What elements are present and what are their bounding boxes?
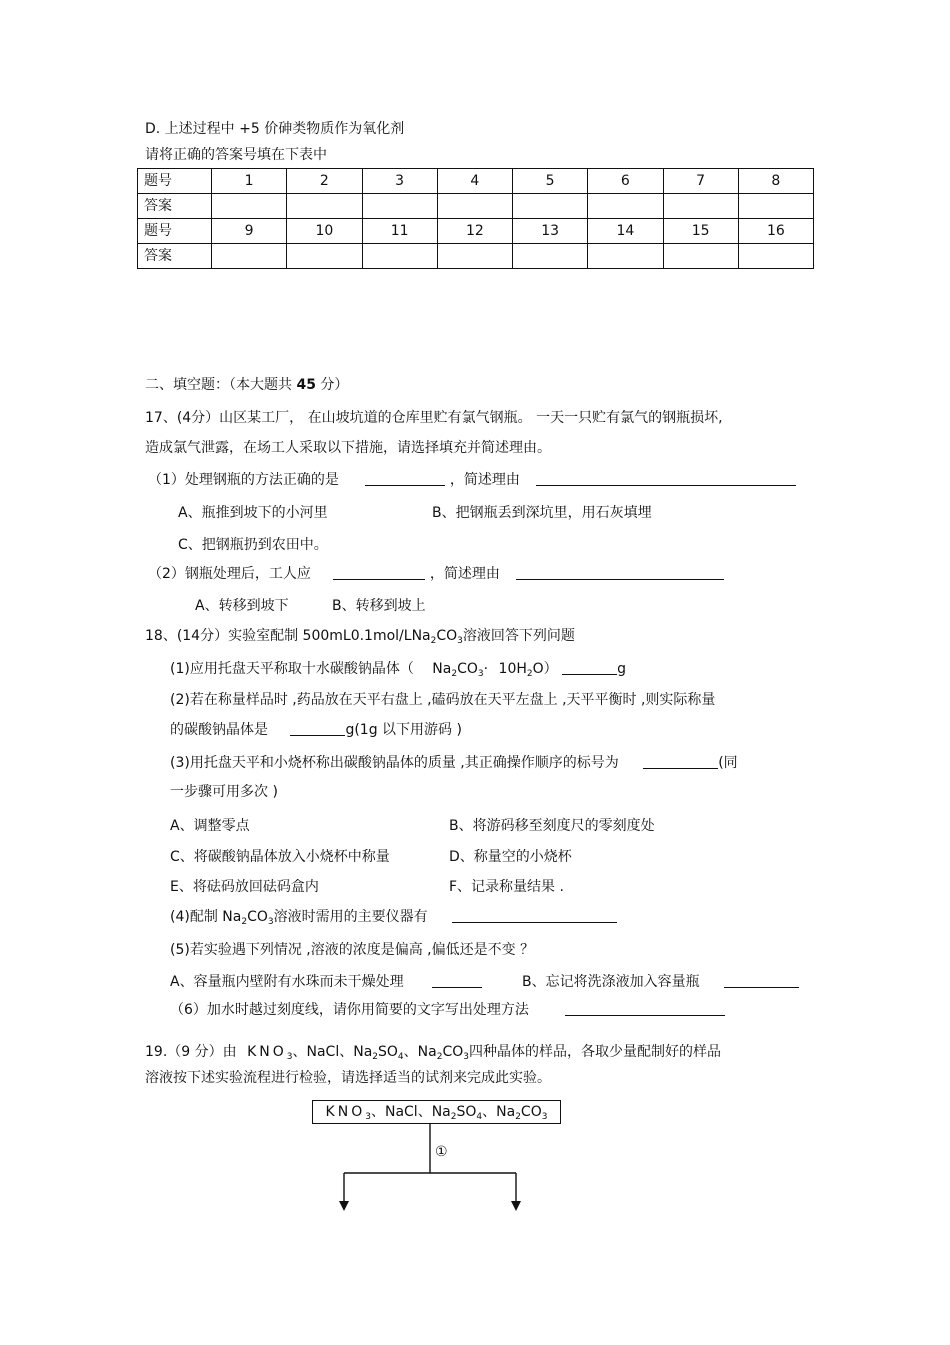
- table-instruction: 请将正确的答案号填在下表中: [145, 147, 327, 163]
- q17-part1: [148, 471, 796, 489]
- question-number: 9: [212, 219, 287, 244]
- flow-arrows: [330, 1123, 530, 1213]
- section-title: [145, 376, 348, 394]
- question-number: 12: [437, 219, 512, 244]
- answer-cell[interactable]: [588, 244, 663, 269]
- answer-cell[interactable]: [437, 244, 512, 269]
- question-number: 2: [287, 169, 362, 194]
- question-number: 3: [362, 169, 437, 194]
- q18-step2-text: 的碳酸钠晶体是: [170, 722, 268, 738]
- answer-cell[interactable]: [287, 244, 362, 269]
- answer-cell[interactable]: [663, 244, 738, 269]
- question-number: 14: [588, 219, 663, 244]
- q17-part2-reason: ，简述理由: [429, 566, 500, 582]
- question-number: 1: [212, 169, 287, 194]
- q17-line2: 造成氯气泄露，在场工人采取以下措施，请选择填充并简述理由。: [145, 440, 551, 456]
- row-header: 题号: [138, 169, 212, 194]
- q18-option-f: F、记录称量结果 .: [449, 879, 564, 895]
- q19-line1: 19.（9 分）由 $KNO_3$、NaCl、$Na_2SO_4$、$Na_2CO_3$四种晶体的样品，各取少量配制好的样品: [145, 1044, 721, 1062]
- q17-part2-option-a: A、转移到坡下: [195, 598, 289, 614]
- option-d: D. 上述过程中 +5 价砷类物质作为氧化剂: [145, 121, 405, 137]
- q18-intro-text: 18、(14分）实验室配制 500mL0.1mol/LNa: [145, 628, 431, 644]
- answer-blank[interactable]: [333, 565, 425, 580]
- arrow-down-icon: [511, 1201, 521, 1211]
- q17-option-c: C、把钢瓶扔到农田中。: [178, 537, 328, 553]
- q18-step5-a-text: A、容量瓶内壁附有水珠而未干燥处理: [170, 974, 404, 990]
- answer-blank[interactable]: [365, 471, 445, 486]
- effect-blank[interactable]: [724, 973, 799, 988]
- reason-blank[interactable]: [536, 471, 796, 486]
- q18-step6-text: （6）加水时越过刻度线，请你用简要的文字写出处理方法: [170, 1002, 529, 1018]
- q18-step3-line2: 一步骤可用多次 ): [170, 784, 278, 800]
- q18-step1: (1)应用托盘天平称取十水碳酸钠晶体（ $Na_2CO_3\cdot 10H_2O$） g: [170, 661, 626, 679]
- q18-step2-line1: (2)若在称量样品时 ,药品放在天平右盘上 ,磕码放在天平左盘上 ,天平平衡时 ,则实际称量: [170, 692, 716, 708]
- question-number: 7: [663, 169, 738, 194]
- q17-part2-option-b: B、转移到坡上: [332, 598, 426, 614]
- q17-line1: 17、(4分）山区某工厂， 在山坡坑道的仓库里贮有氯气钢瓶。 一天一只贮有氯气的钢瓶损坏,: [145, 410, 723, 426]
- table-row: [138, 194, 814, 219]
- q17-option-b: B、把钢瓶丢到深坑里，用石灰填埋: [432, 505, 652, 521]
- q18-step4: (4)配制 $Na_2CO_3$溶液时需用的主要仪器有: [170, 908, 617, 926]
- sample-box: $KNO_3$、NaCl、$Na_2SO_4$、$Na_2CO_3$: [312, 1100, 561, 1124]
- answer-cell[interactable]: [738, 244, 813, 269]
- q18-option-a: A、调整零点: [170, 818, 250, 834]
- q17-part1-text: （1）处理钢瓶的方法正确的是: [148, 472, 339, 488]
- mass-blank[interactable]: [562, 660, 617, 675]
- answer-cell[interactable]: [513, 244, 588, 269]
- answer-cell[interactable]: [287, 194, 362, 219]
- row-header: 答案: [138, 194, 212, 219]
- q18-intro: 18、(14分）实验室配制 $500mL0.1mol/LNa_2CO_3$溶液回答下列问题: [145, 628, 575, 646]
- q18-step3-text: (3)用托盘天平和小烧杯称出碳酸钠晶体的质量 ,其正确操作顺序的标号为: [170, 755, 619, 771]
- unit-label: g: [617, 661, 626, 677]
- q18-step6: [170, 1001, 725, 1019]
- row-header: 答案: [138, 244, 212, 269]
- question-number: 13: [513, 219, 588, 244]
- q18-step4-rest: 溶液时需用的主要仪器有: [273, 909, 428, 925]
- q18-option-b: B、将游码移至刻度尺的零刻度处: [449, 818, 655, 834]
- question-number: 15: [663, 219, 738, 244]
- q18-step5: (5)若实验遇下列情况 ,溶液的浓度是偏高 ,偏低还是不变 ？: [170, 942, 535, 958]
- answer-cell[interactable]: [212, 194, 287, 219]
- q17-option-a: A、瓶推到坡下的小河里: [178, 505, 328, 521]
- row-header: 题号: [138, 219, 212, 244]
- effect-blank[interactable]: [432, 973, 482, 988]
- q18-step2-tail: g(1g 以下用游码 ): [345, 722, 462, 738]
- q19-line2: 溶液按下述实验流程进行检验，请选择适当的试剂来完成此实验。: [145, 1070, 551, 1086]
- question-number: 8: [738, 169, 813, 194]
- arrow-down-icon: [339, 1201, 349, 1211]
- question-number: 16: [738, 219, 813, 244]
- section-title-suffix: 分）: [320, 377, 349, 393]
- instrument-blank[interactable]: [452, 908, 617, 923]
- step-marker: ①: [435, 1144, 448, 1160]
- mass-blank[interactable]: [290, 721, 345, 736]
- section-title-prefix: 二、填空题：（本大题共: [145, 377, 292, 393]
- answer-cell[interactable]: [212, 244, 287, 269]
- method-blank[interactable]: [565, 1001, 725, 1016]
- q18-step4-text: (4)配制 Na: [170, 909, 242, 925]
- q18-step2-line2: [170, 721, 462, 739]
- question-number: 5: [513, 169, 588, 194]
- answer-cell[interactable]: [738, 194, 813, 219]
- question-number: 10: [287, 219, 362, 244]
- table-row: [138, 219, 814, 244]
- question-number: 4: [437, 169, 512, 194]
- q19-suffix: 四种晶体的样品，各取少量配制好的样品: [468, 1044, 721, 1060]
- table-row: [138, 244, 814, 269]
- table-row: [138, 169, 814, 194]
- order-blank[interactable]: [643, 754, 718, 769]
- q18-option-c: C、将碳酸钠晶体放入小烧杯中称量: [170, 849, 390, 865]
- q17-part1-reason: ，简述理由: [449, 472, 520, 488]
- section-points: 45: [296, 377, 316, 393]
- q17-part2-text: （2）钢瓶处理后，工人应: [148, 566, 311, 582]
- answer-cell[interactable]: [513, 194, 588, 219]
- answer-cell[interactable]: [588, 194, 663, 219]
- q18-intro-rest: 溶液回答下列问题: [462, 628, 575, 644]
- q18-option-d: D、称量空的小烧杯: [449, 849, 572, 865]
- q18-step5-b: [522, 973, 799, 991]
- answer-cell[interactable]: [362, 194, 437, 219]
- q18-option-e: E、将砝码放回砝码盒内: [170, 879, 319, 895]
- q18-step1-text: (1)应用托盘天平称取十水碳酸钠晶体（: [170, 661, 414, 677]
- q17-part2: [148, 565, 724, 583]
- answer-table: [137, 168, 814, 269]
- answer-cell[interactable]: [663, 194, 738, 219]
- q18-step3-tail: (同: [718, 755, 738, 771]
- q18-step5-b-text: B、忘记将洗涤液加入容量瓶: [522, 974, 700, 990]
- answer-cell[interactable]: [362, 244, 437, 269]
- question-number: 11: [362, 219, 437, 244]
- q19-prefix: 19.（9 分）由: [145, 1044, 237, 1060]
- reason-blank[interactable]: [516, 565, 724, 580]
- q18-step3-line1: [170, 754, 738, 772]
- question-number: 6: [588, 169, 663, 194]
- q18-step5-a: [170, 973, 482, 991]
- answer-cell[interactable]: [437, 194, 512, 219]
